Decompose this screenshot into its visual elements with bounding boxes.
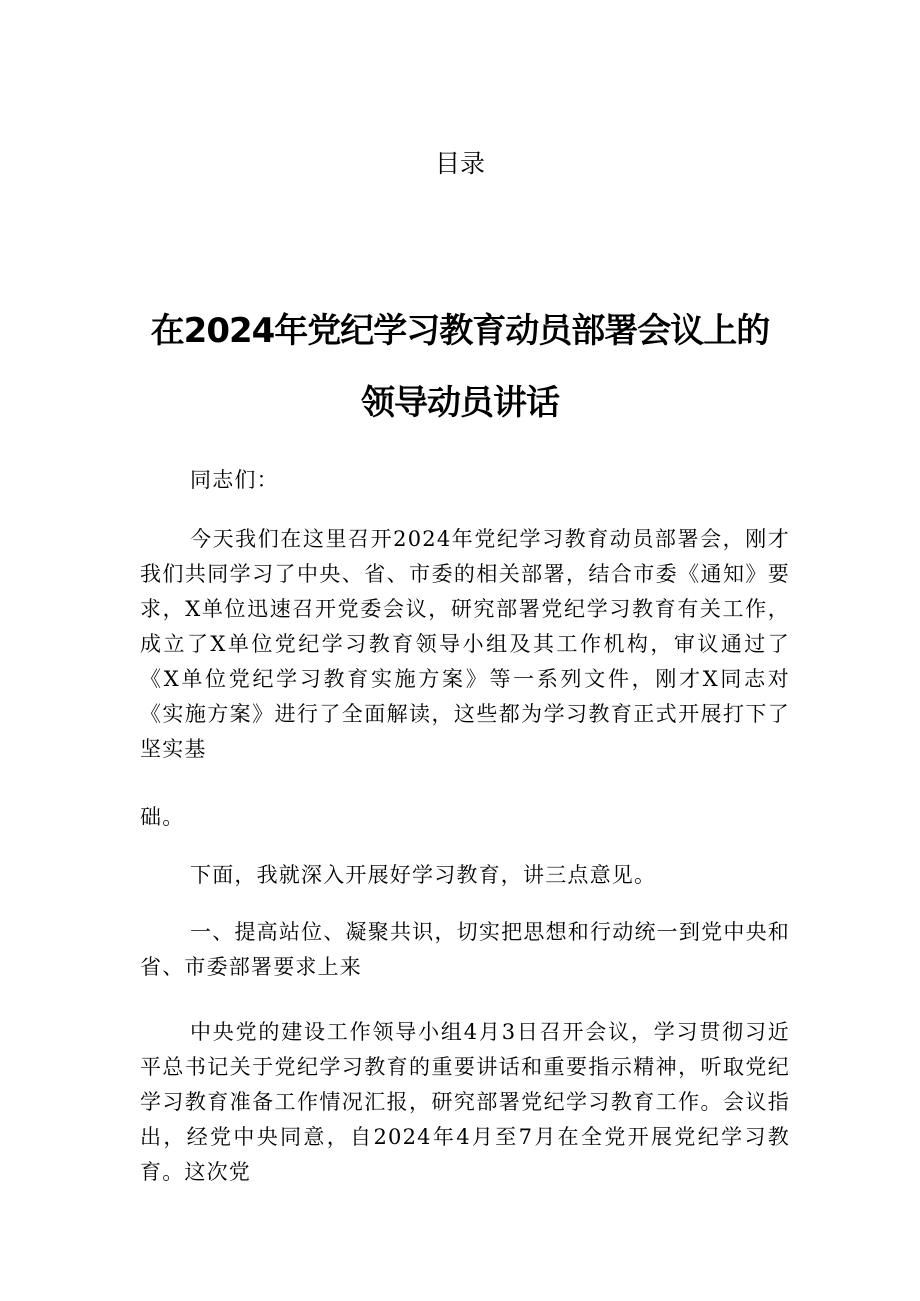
paragraph-text: 下面，我就深入开展好学习教育，讲三点意见。 [190,863,657,887]
section-heading-1 [140,915,790,985]
document-title-line-1: 在2024年党纪学习教育动员部署会议上的 [150,311,770,351]
document-title-line-2: 领导动员讲话 [361,383,559,423]
toc-heading: 目录 [434,149,485,178]
paragraph-text: 今天我们在这里召开2024年党纪学习教育动员部署会，刚才我们共同学习了中央、省、市委的相关部署，结合市委《通知》要求，X单位迅速召开党委会议，研究部署党纪学习教育有关工作，成立了X单位党纪学习教育领导小组及其工作机构，审议通过了《X单位党纪学习教育实施方案》等一系列文件，刚才X同志对《实施方案》进行了全面解读，这些都为学习教育正式开展打下了坚实基 [140,527,790,761]
section-heading-text: 一、提高站位、凝聚共识，切实把思想和行动统一到党中央和省、市委部署要求上来 [140,920,790,979]
salutation-text: 同志们： [190,468,279,492]
intro-paragraph [140,858,790,893]
salutation [140,463,790,498]
opening-paragraph [140,522,790,767]
paragraph-text: 中央党的建设工作领导小组4月3日召开会议，学习贯彻习近平总书记关于党纪学习教育的重要讲话和重要指示精神，听取党纪学习教育准备工作情况汇报，研究部署党纪学习教育工作。会议指出，经党中央同意，自2024年4月至7月在全党开展党纪学习教育。这次党 [140,1020,790,1184]
opening-paragraph-continued [140,800,790,835]
paragraph-text: 础。 [140,805,185,829]
section-paragraph [140,1015,790,1190]
